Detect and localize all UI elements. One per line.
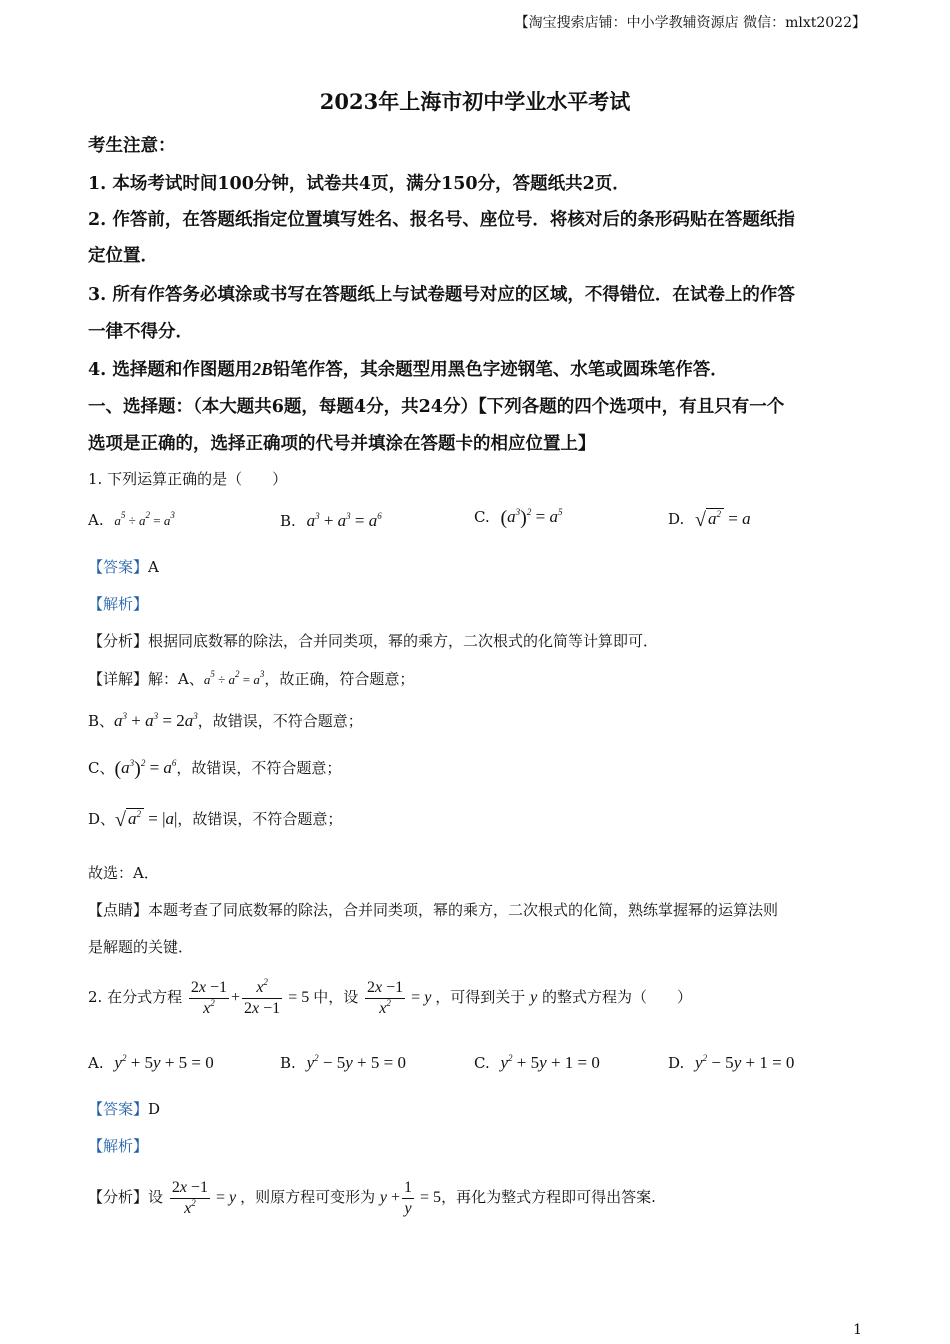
q1-option-a: A. $a^5 \div a^2 = a^3$ [88,510,175,529]
q2-fenxi-a: 设 [148,1188,164,1207]
q1-answer [88,556,159,577]
q2-option-d: D. $y^2 - 5y + 1 = 0$ [668,1053,795,1072]
notice-item-4 [88,356,728,381]
notice-item-3a: 3. 所有作答务必填涂或书写在答题纸上与试卷题号对应的区域，不得错位．在试卷上的作答 [88,285,795,305]
pencil-grade: 2B [252,359,273,379]
q1-dianjing-text: 本题考查了同底数幂的除法，合并同类项，幂的乘方，二次根式的化简，熟练掌握幂的运算法则 [148,901,779,919]
q1-answer-value: A [148,558,159,576]
page-title: 2023年上海市初中学业水平考试 [319,89,631,114]
q2-answer [88,1098,160,1119]
q1-c-verdict: ，故错误，不符合题意； [176,759,342,777]
page-number: 1 [853,1322,862,1338]
q1-step-b-prefix: B、 [88,712,115,730]
q1-fenxi-text: 根据同底数幂的除法，合并同类项，幂的乘方，二次根式的化简等计算即可． [148,632,659,650]
q1-dianjing-line2: 是解题的关键． [88,938,194,956]
q1-option-b: B. $a^3 + a^3 = a^6$ [280,511,382,530]
notice-item-3b: 一律不得分． [88,322,193,342]
q1-a-verdict: ，故正确，符合题意； [264,670,415,688]
q2-analysis-tag: 【解析】 [88,1137,149,1155]
notice-item-1: 1. 本场考试时间100分钟，试卷共4页，满分150分，答题纸共2页． [88,174,630,194]
q1-step-d: D、√ $a^2 = |a|$，故错误，不符合题意； [88,809,343,831]
q1-option-b-label: B. [280,512,296,530]
q1-analysis-tag: 【解析】 [88,595,149,613]
q2-fenxi-c: ，再化为整式方程即可得出答案. [441,1188,656,1207]
section-heading-line1: 一、选择题：（本大题共6题，每题4分，共24分）【下列各题的四个选项中，有且只有一个 [88,397,785,417]
q2-option-c: C. $y^2 + 5y + 1 = 0$ [474,1053,600,1072]
section-heading-line2: 选项是正确的，选择正确项的代号并填涂在答题卡的相应位置上】 [88,434,596,454]
q1-fenxi-tag: 【分析】 [88,632,149,650]
q1-dianjing-tag: 【点睛】 [88,901,149,919]
q2-option-a: A. $y^2 + 5y + 5 = 0$ [88,1053,214,1072]
q2-fenxi-b: ，则原方程可变形为 [240,1188,376,1207]
q2-option-a-label: A. [88,1054,104,1072]
q1-fenxi [88,630,658,651]
q2-fenxi-tag: 【分析】 [88,1188,149,1207]
notice-item-2b: 定位置． [88,246,158,266]
notice-item-4-text: 4. 选择题和作图题用 [88,360,253,380]
q2-option-d-label: D. [668,1054,685,1072]
q1-option-c-label: C. [474,508,490,526]
q1-b-verdict: ，故错误，不符合题意； [197,712,363,730]
q2-option-b: B. $y^2 - 5y + 5 = 0$ [280,1053,406,1072]
q1-option-d-label: D. [668,510,685,528]
q1-stem: 1. 下列运算正确的是（ ） [88,470,288,488]
q1-dianjing-line1 [88,899,778,920]
q1-option-a-label: A. [88,511,104,529]
notice-item-2a: 2. 作答前，在答题纸指定位置填写姓名、报名号、座位号．将核对后的条形码贴在答题纸指 [88,210,795,230]
q1-option-d: D. √ $a^2 = a$ [668,509,751,531]
q2-stem-c: ，可得到关于 [435,988,526,1007]
q2-stem-b: 中，设 [313,988,359,1007]
q2-option-b-label: B. [280,1054,296,1072]
notice-heading: 考生注意： [88,136,176,156]
q1-xiangjie-intro: 解：A、 [148,670,204,688]
q2-stem: 2. 在分式方程 $\frac{2x -1}{x^2}$ + $\frac{x^2}{2x -1}$ = 5 中，设 $\frac{2x -1}{x^2}$ = y ，可得到关于 y 的整式方程为（ ） [88,977,692,1017]
q2-fenxi: 【分析】设 $\frac{2x -1}{x^2}$ = y ，则原方程可变形为 y + $\frac{1}{y}$ = 5，再化为整式方程即可得出答案. [88,1179,656,1217]
q2-stem-a: 2. 在分式方程 [88,988,183,1007]
q1-option-c: C. $(a^3)^2 = a^5$ [474,507,563,529]
notice-item-4-rest: 铅笔作答，其余题型用黑色字迹钢笔、水笔或圆珠笔作答． [272,360,728,380]
q1-step-c: C、$(a^3)^2 = a^6$，故错误，不符合题意； [88,758,342,780]
q2-answer-value: D [148,1100,161,1118]
header-note: 【淘宝搜索店铺：中小学教辅资源店 微信：mlxt2022】 [514,15,866,31]
q1-xiangjie: 【详解】解：A、$a^5 \div a^2 = a^3$，故正确，符合题意； [88,669,415,688]
q2-answer-tag: 【答案】 [88,1100,149,1118]
q1-answer-tag: 【答案】 [88,558,149,576]
q1-step-b: B、$a^3 + a^3 = 2a^3$，故错误，不符合题意； [88,711,363,730]
q1-step-d-prefix: D、 [88,810,116,828]
q2-stem-d: 的整式方程为（ ） [541,988,692,1007]
q1-xiangjie-tag: 【详解】 [88,670,149,688]
q1-step-c-prefix: C、 [88,759,115,777]
q1-d-verdict: ，故错误，不符合题意； [177,810,343,828]
q1-choose: 故选：A． [88,864,159,882]
q2-option-c-label: C. [474,1054,490,1072]
